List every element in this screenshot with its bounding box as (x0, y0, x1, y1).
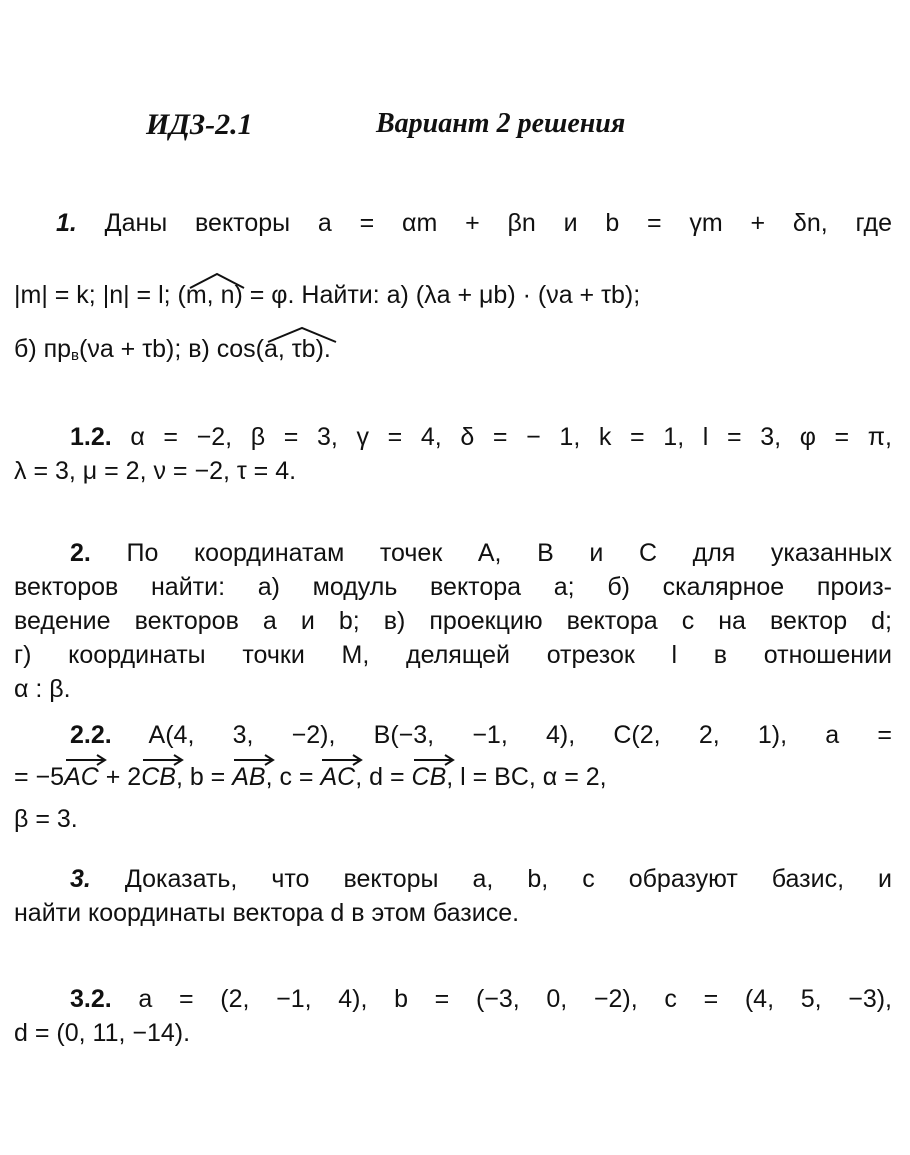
vector-cb-2 (412, 760, 447, 794)
task-3-line-2 (14, 896, 892, 930)
task-2-2-text-2e: , d = (355, 763, 412, 791)
task-2-text-5: α : β. (14, 675, 71, 703)
vector-cb-2-label: CB (411, 763, 447, 791)
task-1-2 (14, 420, 892, 488)
task-2-2-line-3 (14, 802, 892, 836)
task-2-2-number: 2.2. (70, 721, 112, 749)
vector-cb-label: CB (141, 763, 176, 791)
task-1-text-2a: |m| = k; |n| = l; ( (14, 281, 186, 309)
variant-title: Вариант 2 решения (376, 108, 626, 139)
vector-ac (64, 760, 99, 794)
task-2-text-3: ведение векторов a и b; в) проекцию вектора c на вектор d; (14, 607, 892, 635)
task-2-text-1: По координатам точек A, B и C для указанных (126, 539, 892, 567)
task-2-line-3 (14, 604, 892, 638)
task-3-2-text-1: a = (2, −1, 4), b = (−3, 0, −2), c = (4, 5, −3), (138, 985, 893, 1013)
task-1-line-3 (14, 332, 892, 366)
task-3-2-number: 3.2. (70, 985, 112, 1013)
task-1-line-2 (14, 278, 892, 312)
angle-a-tb-text: a, τb (264, 335, 316, 363)
angle-hat-icon (264, 326, 340, 344)
task-2-2-line-2 (14, 760, 892, 794)
task-2-line-5 (14, 672, 892, 706)
vector-cb (141, 760, 176, 794)
task-2-text-2: векторов найти: а) модуль вектора a; б) скалярное произ- (14, 573, 892, 601)
task-1-2-line-2 (14, 454, 892, 488)
task-1-text-1: Даны векторы a = αm + βn и b = γm + δn, где (104, 209, 892, 237)
vector-ab-label: AB (232, 763, 266, 791)
angle-a-tb (264, 332, 316, 366)
vector-ac-2 (320, 760, 355, 794)
task-3-line-1 (14, 862, 892, 896)
task-2-2-text-2f: , l = BC, α = 2, (446, 763, 607, 791)
angle-mn (186, 278, 235, 312)
task-1-2-line-1 (14, 420, 892, 454)
task-1-line-1 (14, 206, 892, 240)
task-3-2-text-2: d = (0, 11, −14). (14, 1019, 191, 1047)
task-2-line-2 (14, 570, 892, 604)
task-3-2-line-2 (14, 1016, 892, 1050)
task-1-text-3b: (νa + τb); в) cos( (79, 335, 264, 363)
vector-arrow-icon (141, 754, 185, 766)
task-1-text-2b: ) = φ. Найти: а) (λa + μb) · (νa + τb); (234, 281, 641, 309)
task-1-text-3a: б) пр (14, 335, 72, 363)
vector-arrow-icon (232, 754, 276, 766)
task-2-2-line-1 (14, 718, 892, 752)
task-2-2-text-2b: + 2 (98, 763, 142, 791)
task-3-2-line-1 (14, 982, 892, 1016)
assignment-code: ИДЗ-2.1 (146, 108, 253, 141)
angle-hat-icon (186, 272, 248, 290)
task-3 (14, 862, 892, 930)
task-1-2-number: 1.2. (70, 423, 112, 451)
task-2-2-text-3: β = 3. (14, 805, 78, 833)
vector-arrow-icon (320, 754, 364, 766)
vector-ac-label: AC (64, 763, 99, 791)
task-1 (14, 206, 892, 366)
task-3-2 (14, 982, 892, 1050)
task-2 (14, 536, 892, 706)
task-1-number: 1. (56, 209, 77, 237)
task-1-2-text-1: α = −2, β = 3, γ = 4, δ = − 1, k = 1, l = 3, φ = π, (130, 423, 892, 451)
task-2-line-4 (14, 638, 892, 672)
task-2-2-text-2a: = −5 (14, 763, 65, 791)
vector-arrow-icon (412, 754, 456, 766)
task-1-2-text-2: λ = 3, μ = 2, ν = −2, τ = 4. (14, 457, 297, 485)
task-3-text-1: Доказать, что векторы a, b, c образуют базис, и (124, 865, 893, 893)
task-2-2-text-2d: , c = (265, 763, 321, 791)
projection-subscript: в (71, 347, 79, 364)
task-2-2-text-1: A(4, 3, −2), B(−3, −1, 4), C(2, 2, 1), a = (148, 721, 892, 749)
task-3-text-2: найти координаты вектора d в этом базисе. (14, 899, 520, 927)
angle-mn-text: m, n (185, 281, 235, 309)
task-3-number: 3. (70, 865, 91, 893)
task-2-number: 2. (70, 539, 91, 567)
task-2-line-1 (14, 536, 892, 570)
task-1-text-3c: ). (315, 335, 331, 363)
vector-arrow-icon (64, 754, 108, 766)
vector-ab (232, 760, 265, 794)
task-2-text-4: г) координаты точки M, делящей отрезок l в отношении (14, 641, 892, 669)
task-2-2-text-2c: , b = (175, 763, 233, 791)
task-2-2 (14, 718, 892, 836)
vector-ac-2-label: AC (320, 763, 356, 791)
